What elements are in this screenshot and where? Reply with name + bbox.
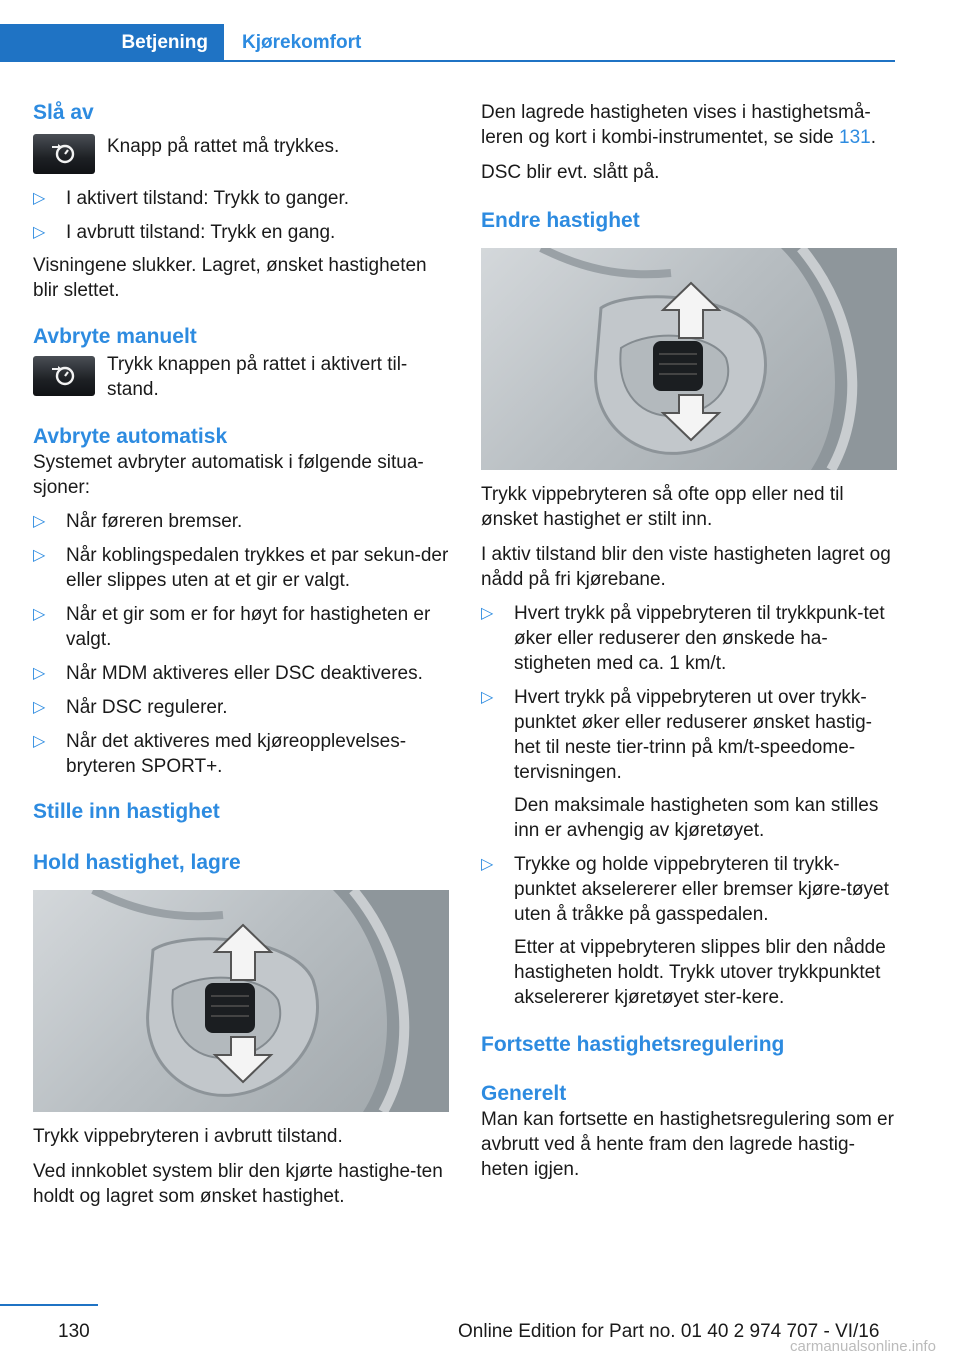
heading-avbryte-manuelt: Avbryte manuelt — [33, 325, 197, 348]
button-row-avbryte — [33, 352, 449, 402]
rocker-switch-illustration — [33, 890, 449, 1112]
sla-av-list — [33, 186, 449, 245]
list-item: ▷ Når DSC regulerer. — [33, 697, 228, 718]
heading-sla-av: Slå av — [33, 101, 94, 124]
triangle-bullet-icon: ▷ — [33, 699, 46, 716]
tab-underline — [224, 60, 895, 62]
paragraph: I aktiv tilstand blir den viste hastigheten lagret og nådd på fri kjørebane. — [481, 544, 891, 590]
cruise-control-button-image — [33, 134, 95, 174]
paragraph: Man kan fortsette en hastighetsregulering som er avbrutt ved å hente fram den lagrede hastig-heten igjen. — [481, 1109, 894, 1180]
auto-list — [33, 509, 449, 779]
heading-stille-inn: Stille inn hastighet — [33, 800, 220, 823]
steering-wheel-rocker-photo — [33, 890, 449, 1112]
watermark: carmanualsonline.info — [790, 1338, 936, 1355]
triangle-bullet-icon: ▷ — [33, 547, 46, 564]
photo-caption: Trykk vippebryteren i avbrutt tilstand. — [33, 1126, 343, 1147]
list-item: ▷ I avbrutt tilstand: Trykk en gang. — [33, 222, 336, 243]
paragraph: Ved innkoblet system blir den kjørte hastighe-ten holdt og lagret som ønsket hastighet. — [33, 1161, 443, 1207]
list-item: ▷ I aktivert tilstand: Trykk to ganger. — [33, 188, 350, 209]
cruise-control-icon — [49, 142, 79, 166]
paragraph: Den lagrede hastigheten vises i hastighetsmå-leren og kort i kombi-instrumentet, se side 131. — [481, 102, 876, 148]
paragraph: DSC blir evt. slått på. — [481, 162, 660, 183]
list-item: ▷ Når føreren bremser. — [33, 511, 243, 532]
triangle-bullet-icon: ▷ — [33, 665, 46, 682]
heading-hold-hastighet: Hold hastighet, lagre — [33, 851, 241, 874]
endre-list — [481, 601, 897, 1010]
cruise-control-button-image — [33, 356, 95, 396]
paragraph: Trykk vippebryteren så ofte opp eller ned til ønsket hastighet er stilt inn. — [481, 484, 844, 530]
triangle-bullet-icon: ▷ — [33, 606, 46, 623]
sub-paragraph: Etter at vippebryteren slippes blir den nådde hastigheten holdt. Trykk utover trykkpunktet akselererer kjøretøyet ster-kere. — [514, 937, 886, 1008]
tab-betjening[interactable]: Betjening — [0, 24, 224, 62]
triangle-bullet-icon: ▷ — [481, 605, 494, 622]
triangle-bullet-icon: ▷ — [481, 689, 494, 706]
list-item: ▷ Trykke og holde vippebryteren til trykk-punktet akselererer eller bremser kjøre-tøyet uten å tråkke på gasspedalen. Etter at vippebryteren slippes blir den nådde hastigheten holdt. Trykk utover trykkpunktet akselererer kjøretøyet ster-kere. — [481, 852, 897, 1010]
heading-avbryte-automatisk: Avbryte automatisk — [33, 425, 228, 448]
button-description: Trykk knappen på rattet i aktivert til-stand. — [107, 354, 408, 400]
steering-wheel-rocker-photo — [481, 248, 897, 470]
list-item: ▷ Når MDM aktiveres eller DSC deaktiveres. — [33, 663, 423, 684]
cruise-control-icon — [49, 364, 79, 388]
heading-fortsette: Fortsette hastighetsregulering — [481, 1033, 785, 1056]
list-item: ▷ Når koblingspedalen trykkes et par sekun-der eller slippes uten at et gir er valgt. — [33, 545, 449, 591]
left-column — [33, 100, 449, 1209]
edition-text: Online Edition for Part no. 01 40 2 974 707 - VI/16 — [458, 1321, 880, 1342]
footer-rule — [0, 1304, 98, 1306]
triangle-bullet-icon: ▷ — [33, 190, 46, 207]
list-item: ▷ Når et gir som er for høyt for hastigheten er valgt. — [33, 604, 431, 650]
button-row-sla-av — [33, 134, 449, 174]
triangle-bullet-icon: ▷ — [33, 733, 46, 750]
chapter-tabs — [0, 24, 895, 62]
list-item: ▷ Hvert trykk på vippebryteren ut over trykk-punktet øker eller reduserer ønsket hastig-het til neste tier-trinn på km/t-speedome-tervisningen. Den maksimale hastigheten som kan stilles inn er avhengig av kjøretøyet. — [481, 685, 897, 843]
list-item: ▷ Når det aktiveres med kjøreopplevelses-bryteren SPORT+. — [33, 731, 407, 777]
page-number: 130 — [58, 1321, 90, 1342]
paragraph: Systemet avbryter automatisk i følgende situa-sjoner: — [33, 452, 424, 498]
triangle-bullet-icon: ▷ — [33, 224, 46, 241]
heading-generelt: Generelt — [481, 1082, 567, 1105]
sub-paragraph: Den maksimale hastigheten som kan stilles inn er avhengig av kjøretøyet. — [514, 795, 879, 841]
rocker-switch-illustration — [481, 248, 897, 470]
triangle-bullet-icon: ▷ — [33, 513, 46, 530]
right-column — [481, 100, 897, 1182]
button-description: Knapp på rattet må trykkes. — [107, 136, 340, 157]
tab-kjorekomfort[interactable]: Kjørekomfort — [224, 24, 895, 62]
page-link[interactable]: 131 — [839, 127, 871, 148]
paragraph: Visningene slukker. Lagret, ønsket hastigheten blir slettet. — [33, 255, 427, 301]
list-item: ▷ Hvert trykk på vippebryteren til trykkpunk-tet øker eller reduserer den ønskede ha-stigheten med ca. 1 km/t. — [481, 603, 885, 674]
heading-endre-hastighet: Endre hastighet — [481, 209, 640, 232]
triangle-bullet-icon: ▷ — [481, 856, 494, 873]
